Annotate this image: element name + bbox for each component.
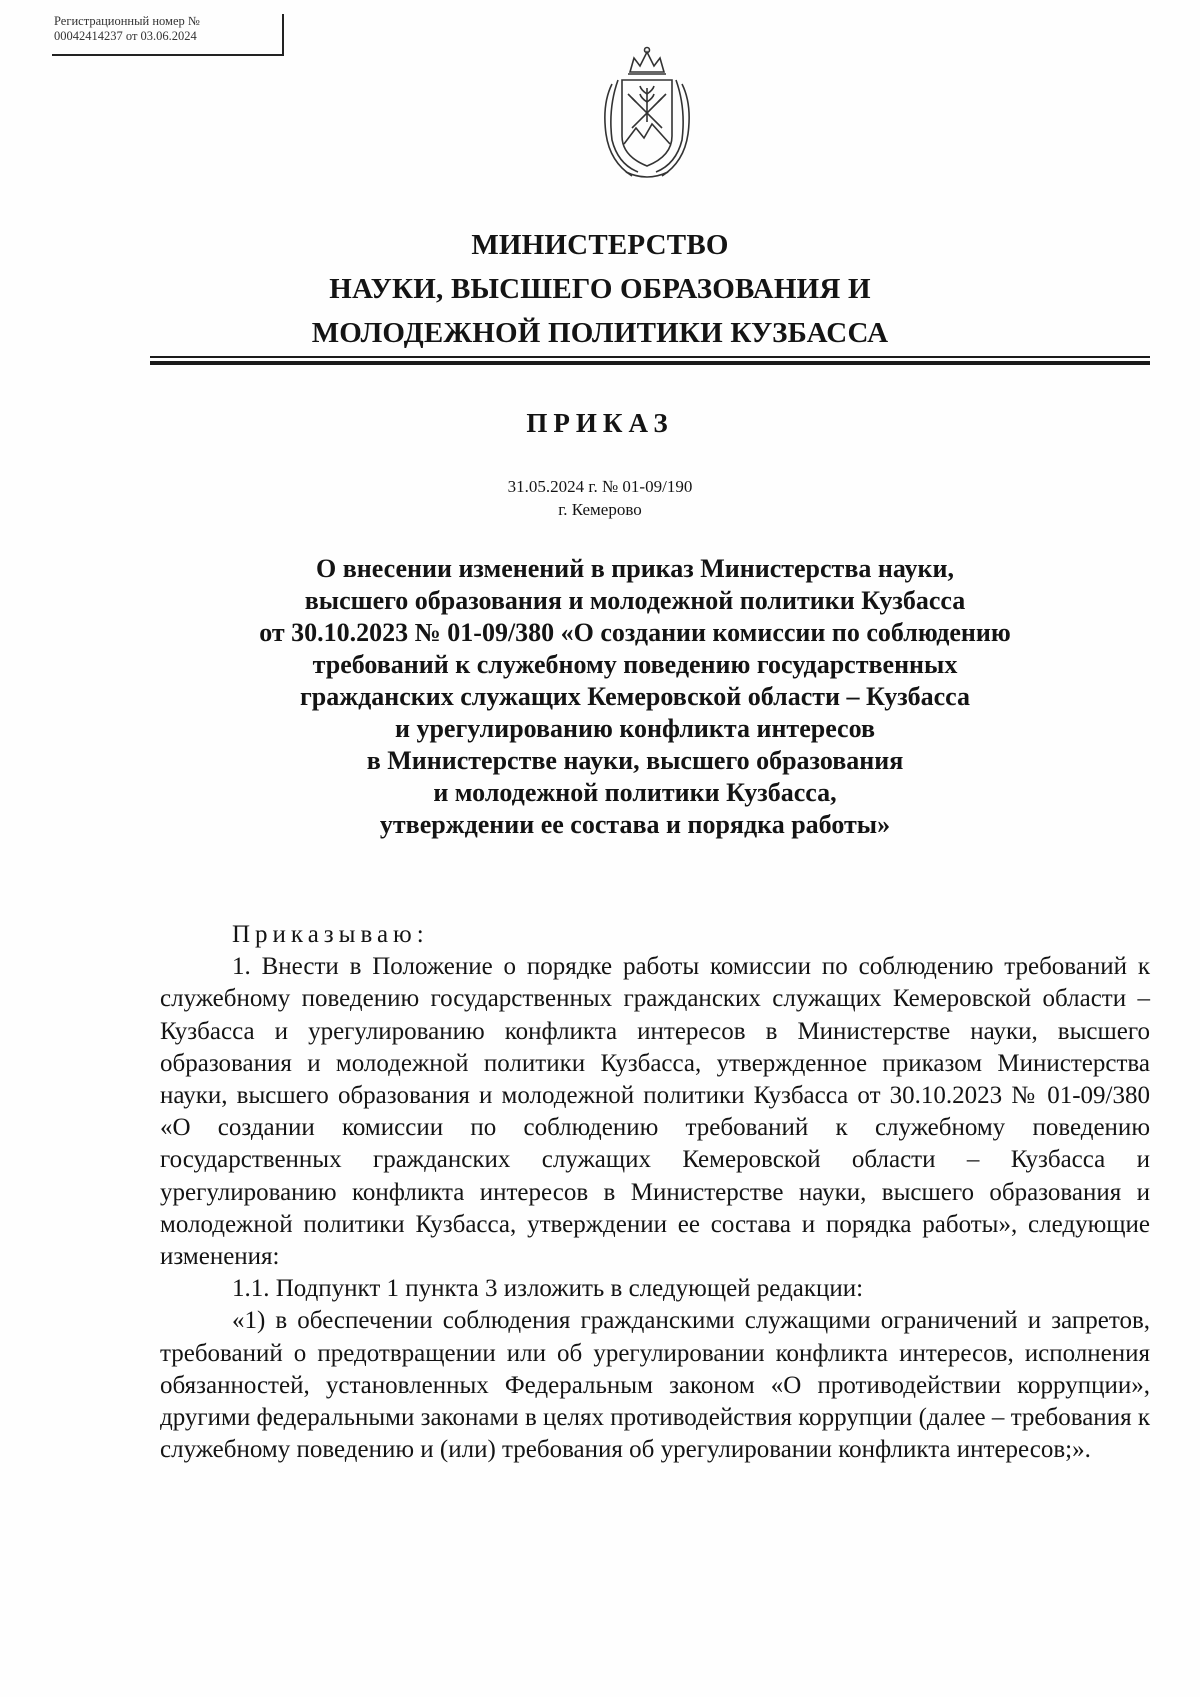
paragraph-1: 1. Внести в Положение о порядке работы комиссии по соблюдению требований к служебному поведению государственных гражданских служащих Кемеровской области – Кузбасса и урегулированию конфликта интересов в Министерстве науки, высшего образования и молодежной политики Кузбасса, утвержденное приказом Министерства науки, высшего образования и молодежной политики Кузбасса от 30.10.2023 № 01-09/380 «О создании комиссии по соблюдению требований к служебному поведению государственных гражданских служащих Кемеровской области – Кузбасса и урегулированию конфликта интересов в Министерстве науки, высшего образования и молодежной политики Кузбасса, утверждении ее состава и порядка работы», следующие изменения: — [160, 953, 1150, 1271]
subject-line: от 30.10.2023 № 01-09/380 «О создании комиссии по соблюдению — [259, 618, 1011, 647]
ministry-name-line-2: НАУКИ, ВЫСШЕГО ОБРАЗОВАНИЯ И — [329, 273, 871, 305]
subject-line: утверждении ее состава и порядка работы» — [379, 810, 891, 839]
order-title: ПРИКАЗ — [526, 408, 674, 438]
registration-number: 00042414237 от 03.06.2024 — [54, 29, 197, 43]
subject-line: гражданских служащих Кемеровской области – Кузбасса — [299, 682, 971, 711]
subject-line: требований к служебному поведению государственных — [312, 650, 958, 679]
order-body — [160, 919, 1150, 1466]
order-date-number: 31.05.2024 г. № 01-09/190 — [507, 477, 693, 496]
registration-stamp — [52, 14, 284, 56]
header-divider-thin — [150, 356, 1150, 358]
subject-line: и урегулированию конфликта интересов — [394, 714, 875, 743]
kuzbass-coat-of-arms-icon — [592, 44, 702, 184]
registration-label: Регистрационный номер № — [54, 14, 200, 28]
order-city: г. Кемерово — [558, 500, 642, 519]
directive-word: Приказываю: — [232, 921, 429, 948]
subject-line: и молодежной политики Кузбасса, — [433, 778, 837, 807]
ministry-name-line-3: МОЛОДЕЖНОЙ ПОЛИТИКИ КУЗБАССА — [311, 317, 889, 349]
paragraph-quote: «1) в обеспечении соблюдения гражданскими служащими ограничений и запретов, требований о предотвращении или об урегулировании конфликта интересов, исполнения обязанностей, установленных Федеральным законом «О противодействии коррупции», другими федеральными законами в целях противодействия коррупции (далее – требования к служебному поведению и (или) требования об урегулировании конфликта интересов;». — [160, 1307, 1150, 1464]
subject-line: в Министерстве науки, высшего образования — [366, 746, 904, 775]
subject-line: высшего образования и молодежной политики Кузбасса — [304, 586, 966, 615]
header-divider-thick — [150, 361, 1150, 365]
order-subject — [160, 553, 1110, 841]
paragraph-1-1: 1.1. Подпункт 1 пункта 3 изложить в следующей редакции: — [232, 1275, 864, 1303]
ministry-name-line-1: МИНИСТЕРСТВО — [471, 229, 729, 261]
subject-line: О внесении изменений в приказ Министерства науки, — [316, 554, 954, 583]
